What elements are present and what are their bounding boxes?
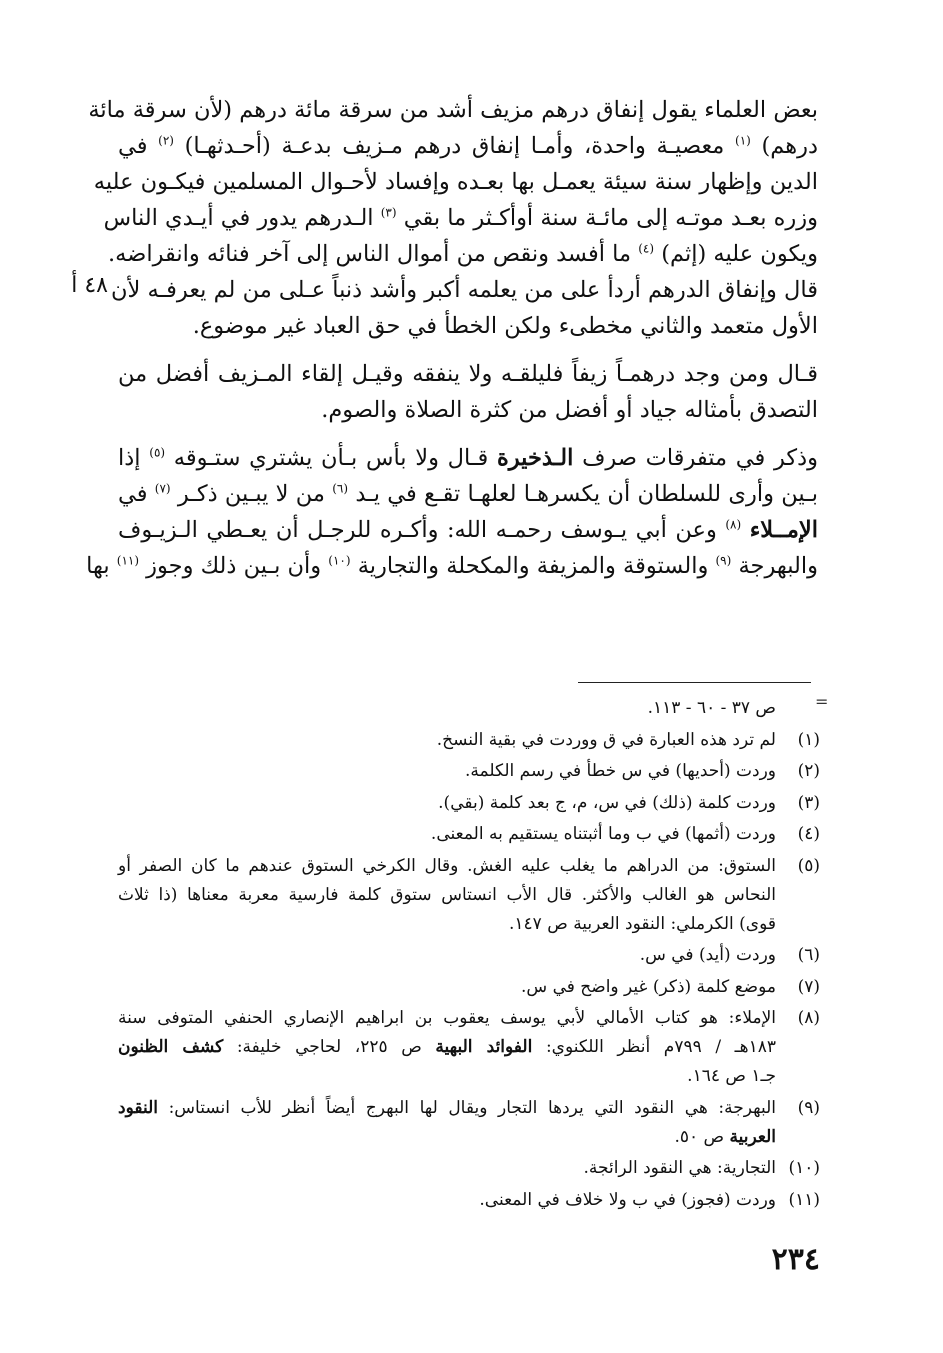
footnote-number: (٤) [797,824,820,844]
footnote-ref: (٩) [715,553,732,568]
footnote-text: وردت (أحديها) في س خطأ في رسم الكلمة. [465,761,776,781]
footnote [118,1154,820,1183]
text-line: الدين وإظهار سنة سيئة يعمـل بها بعـده وإفساد لأحـوال المسلمين فيكـون عليه [93,169,818,195]
text-line: الأول متعمد والثاني مخطىء ولكن الخطأ في حق العباد غير موضوع. [192,313,818,339]
text-line: وزره بعـد موتـه إلى مائـة سنة أوأكـثر ما بقي $^{(٣)}$ الـدرهم يدور في أيـدي الناس [103,205,818,231]
footnotes [118,694,820,1217]
footnote-text: البهرجة: هي النقود التي يردها التجار ويقال لها البهرج أيضاً أنظر للأب انستاس: النقود العربية ص ٥٠. [118,1097,776,1147]
continuation-mark: = [815,692,829,711]
footnote-ref: (١) [735,133,751,148]
footnote-number: (٥) [797,855,820,876]
footnote [118,973,820,1002]
footnote [118,789,820,818]
footnote-ref: (٢) [158,133,174,148]
text-line: قـال ومن وجد درهمـاً زيفاً فليلقـه ولا ينفقه وقيـل إلقاء المـزيف أفضل من [118,361,818,387]
footnote-ref: (١١) [116,553,140,568]
footnote-ref: (٥) [149,445,166,460]
footnote-ref: (٦) [332,481,349,496]
footnote-continuation: ص ٣٧ - ٦٠ - ١١٣. [647,698,776,718]
footnote-text: التجارية: هي النقود الرائجة. [583,1158,776,1178]
footnote-number: (٦) [797,945,820,965]
footnote [118,757,820,786]
footnote-text: لم ترد هذه العبارة في ق ووردت في بقية النسخ. [436,729,776,750]
text-line: والبهرجة $^{(٩)}$ والستوقة والمزيفة والمكحلة والتجارية $^{(١٠)}$ وأن بـين ذلك وجوز $^{(١١)}$ بها [86,553,818,579]
footnote-number: (٩) [797,1097,820,1118]
footnote-ref: (١٠) [328,553,351,568]
text-line: ويكون عليه (إثم) $^{(٤)}$ ما أفسد ونقص من أموال الناس إلى آخر فنائه وانقراضه. [108,241,818,267]
text-line: التصدق بأمثاله جياد أو أفضل من كثرة الصلاة والصوم. [321,397,818,423]
footnote-text: الستوق: من الدراهم ما يغلب عليه الغش. وقال الكرخي الستوق عندهم ما كان الصفر أو النحاس هو الغالب والأكثر. قال الأب انستاس ستوق كلمة فارسية معربة معناها (ذا ثلاث قوى) الكرملي: النقود العربية ص ١٤٧. [118,855,776,934]
footnote [118,1186,820,1215]
footnote [118,1094,820,1152]
footnote-text: وردت (فجوز) في ب ولا خلاف في المعنى. [479,1189,776,1210]
footnote [118,852,820,939]
footnote-number: (٧) [797,976,820,997]
footnote-text: وردت (أيد) في س. [639,945,776,965]
margin-folio-note: ٤٨ أ [71,273,108,298]
footnote-text: الإملاء: هو كتاب الأمالي لأبي يوسف يعقوب بن ابراهيم الإنصاري الحنفي المتوفى سنة ١٨٣هـ / ٧٩٩م أنظر اللكنوي: الفوائد البهية ص ٢٢٥، لحاجي خليفة: كشف الظنون جـ١ ص ١٦٤. [118,1008,777,1086]
footnote [118,820,820,849]
footnote-number: (١١) [788,1189,820,1210]
footnote-text: وردت (أثمها) في ب وما أثبتناه يستقيم به المعنى. [430,824,776,844]
footnote-ref: (٤) [638,241,655,256]
footnote-text: وردت كلمة (ذلك) في س، م، ج بعد كلمة (بقي). [438,792,776,813]
footnote [118,941,820,970]
footnote-number: (١) [797,729,820,750]
text-line: درهم) $^{(١)}$ معصيـة واحدة، وأمـا إنفاق درهم مـزيف بدعـة (أحـدثهـا) $^{(٢)}$ في [118,133,818,159]
footnote-ref: (٨) [725,517,742,532]
footnote-ref: (٧) [154,481,171,496]
footnote-number: (٣) [797,792,820,813]
footnote [118,1004,820,1091]
text-line: وذكر في متفرقات صرف الـذخيرة قـال ولا بأس بـأن يشتري ستـوقه $^{(٥)}$ إذا [118,445,819,471]
footnote-number: (٢) [797,761,820,781]
text-line: الإمــلاء $^{(٨)}$ وعن أبي يـوسف رحمـه الله: وأكـره للرجـل أن يعـطي الـزيـوف [118,517,819,543]
footnote-number: (١٠) [788,1158,820,1178]
footnote-text: موضع كلمة (ذكر) غير واضح في س. [521,976,776,997]
text-line: بعض العلماء يقول إنفاق درهم مزيف أشد من سرقة مائة درهم (لأن سرقة مائة [88,97,818,123]
footnote-separator [578,682,811,683]
footnote-number: (٨) [797,1008,820,1028]
page-number: ٢٣٤ [771,1242,820,1277]
footnote-ref: (٣) [380,205,397,220]
footnote [118,726,820,755]
text-line: بـين وأرى للسلطان أن يكسرهـا لعلهـا تقـع في يـد $^{(٦)}$ من لا يبـين ذكـر $^{(٧)}$ في [118,481,819,507]
text-line: قال وإنفاق الدرهم أردأ على من يعلمه أكبر وأشد ذنباً عـلى من لم يعرفـه لأن [110,277,818,303]
